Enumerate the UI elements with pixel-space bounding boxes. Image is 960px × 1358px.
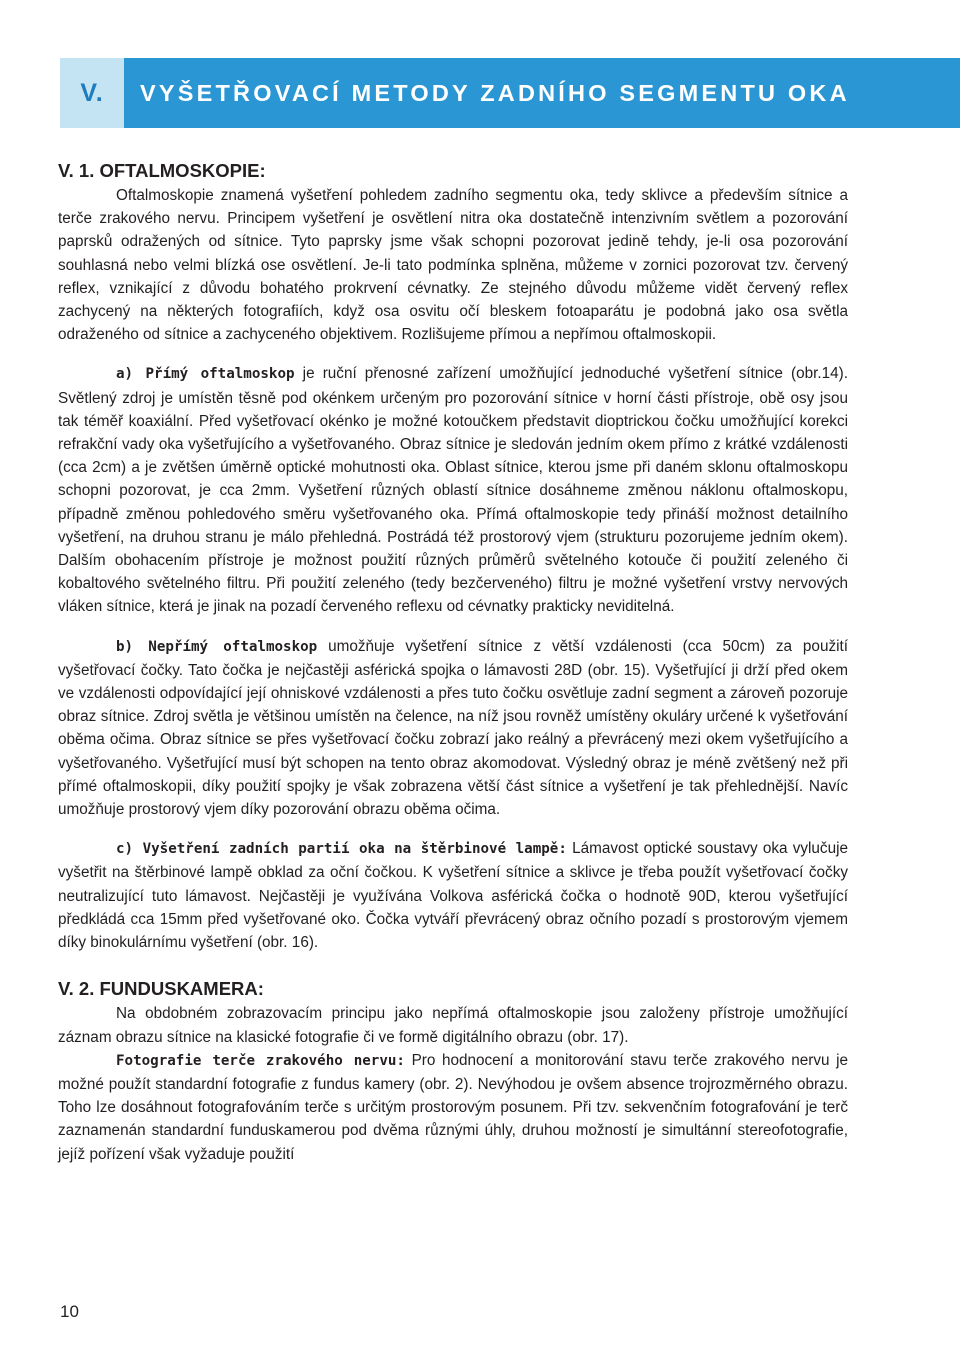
chapter-number: V. [80, 78, 104, 107]
spacer [58, 821, 848, 837]
section-heading-funduskamera: V. 2. FUNDUSKAMERA: [58, 978, 264, 1000]
page-number: 10 [60, 1302, 79, 1321]
text-neprimy-oftalmoskop: umožňuje vyšetření sítnice z větší vzdálenosti (cca 50cm) za použití vyšetřovací čočky. Tato čočka je nejčastěji asférická spojka o lámavosti 28D (obr. 15). Vyšetřující ji drží před okem ve vzdálenosti odpovídající její ohniskové vzdálenosti a přes tuto čočku osvětluje zadní segment a zároveň pozoruje obraz sítnice. Zdroj světla je většinou umístěn na čelence, na níž jsou rovněž umístěny okuláry určené k vyšetřování oběma očima. Obraz sítnice se přes vyšetřovací čočku zobrazí jako reálný a převrácený mezi okem vyšetřujícího a vyšetřovaného. Vyšetřující musí být schopen na tento obraz akomodovat. Výsledný obraz je méně zvětšený než při přímé oftalmoskopii, díky použití spojky je však zobrazena větší část sítnice a vyšetření je tak přehlednější. Navíc umožňuje prostorový vjem díky pozorování obrazu oběma očima. [58, 637, 848, 819]
term-neprimy-oftalmoskop: b) Nepřímý oftalmoskop [116, 638, 318, 655]
term-sterbinova-lampa: c) Vyšetření zadních partií oka na štěrbinové lampě: [116, 841, 567, 858]
section-heading-oftalmoskopie: V. 1. OFTALMOSKOPIE: [58, 160, 266, 181]
term-primy-oftalmoskop: a) Přímý oftalmoskop [116, 366, 295, 383]
spacer [58, 954, 848, 976]
paragraph-oftalmoskopie-intro: Oftalmoskopie znamená vyšetření pohledem zadního segmentu oka, tedy sklivce a především sítnice a terče zrakového nervu. Principem vyšetření je osvětlení nitra oka dostatečně intenzivním světlem a pozorování paprsků odražených od sítnice. Tyto paprsky jsme však schopni pozorovat jedině tehdy, je-li osa pozorování souhlasná nebo velmi blízká ose osvětlení. Je-li tato podmínka splněna, můžeme v zornici pozorovat tzv. červený reflex, vznikající z důvodu bohatého prokrvení cévnatky. Ze stejného důvodu můžeme vidět červený reflex zachycený na některých fotografiích, když osa osvitu očí bleskem fotoaparátu je podobná jako osa světla odraženého od sítnice a zachyceného objektivem. Rozlišujeme přímou a nepřímou oftalmoskopii. [58, 187, 848, 344]
paragraph-fotografie-terce [58, 1049, 848, 1166]
text-primy-oftalmoskop: je ruční přenosné zařízení umožňující jednoduché vyšetření sítnice (obr.14). Světlený zdroj je umístěn těsně pod okénkem určeným pro pozorování sítnice v horní části přístroje, obě osy jsou tak téměř koaxiální. Před vyšetřovací okénko je možné kotoučkem představit dioptrickou čočku umožňující korekci refrakční vady oka vyšetřujícího a vyšetřovaného. Obraz sítnice je sledován jedním okem přímo z krátké vzdálenosti (cca 2cm) a je zvětšen úměrně optické mohutnosti oka. Oblast sítnice, kterou jsme při daném sklonu oftalmoskopu schopni pozorovat, je cca 2mm. Vyšetření různých oblastí sítnice dosáhneme změnou náklonu oftalmoskopu, případně změnou pohledového směru vyšetřovaného oka. Přímá oftalmoskopie tedy přináší možnost detailního vyšetření, na druhou stranu je málo přehledná. Postrádá též prostorový vjem (strukturu pozorujeme jedním okem). Dalším obohacením přístroje je možnost použití různých průměrů světelného kotouče či použití zeleného či kobaltového světelného filtru. Při použití zeleného (tedy bezčerveného) filtru je možné vyšetření vrstvy nervových vláken sítnice, která je jinak na pozadí červeného reflexu od cévnatky prakticky neviditelná. [58, 365, 848, 616]
paragraph-neprimy-oftalmoskop [58, 635, 848, 822]
spacer [58, 619, 848, 635]
paragraph-sterbinova-lampa [58, 837, 848, 954]
spacer [58, 346, 848, 362]
text-sterbinova-lampa: Lámavost optické soustavy oka vylučuje vyšetřit na štěrbinové lampě obklad za oční čočkou. K vyšetření sítnice a sklivce je třeba použít vyšetřovací čočky neutralizující tuto lámavost. Nejčastěji je využívána Volkova asférická čočka o hodnotě 90D, kterou vyšetřující předkládá cca 15mm před vyšetřované oko. Čočka vytváří převrácený obraz očního pozadí s prostorovým vjemem díky binokulárnímu vyšetření (obr. 16). [58, 840, 848, 952]
term-fotografie-terce: Fotografie terče zrakového nervu: [116, 1052, 405, 1069]
paragraph-primy-oftalmoskop [58, 362, 848, 618]
page-content [58, 158, 848, 1166]
text-fotografie-terce: Pro hodnocení a monitorování stavu terče zrakového nervu je možné použít standardní fotografie z fundus kamery (obr. 2). Nevýhodou je ovšem absence trojrozměrného obrazu. Toho lze dosáhnout fotografováním terče s určitým prostorovým posunem. Při tzv. sekvenčním fotografování je terč zaznamenán standardní funduskamerou pod dvěma různými úhly, druhou možností je simultánní stereofotografie, jejíž pořízení však vyžaduje použití [58, 1051, 848, 1163]
paragraph-funduskamera-intro: Na obdobném zobrazovacím principu jako nepřímá oftalmoskopie jsou založeny přístroje umožňující záznam obrazu sítnice na klasické fotografie či ve formě digitálního obrazu (obr. 17). [58, 1005, 848, 1046]
chapter-title: VYŠETŘOVACÍ METODY ZADNÍHO SEGMENTU OKA [124, 58, 960, 128]
chapter-header [60, 58, 960, 128]
